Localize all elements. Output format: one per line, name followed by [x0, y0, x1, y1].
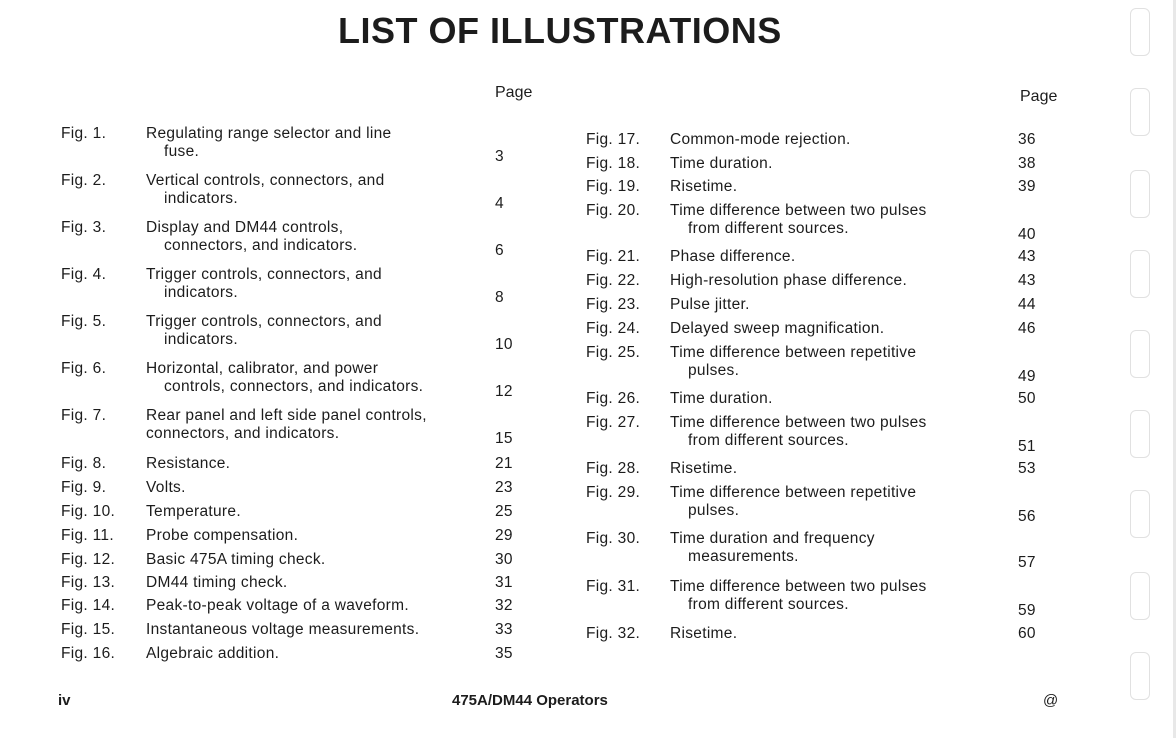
figure-description — [146, 219, 357, 255]
figure-description — [146, 479, 186, 497]
binder-hole — [1130, 410, 1150, 458]
figure-number: Fig. 12. — [61, 551, 116, 568]
figure-number: Fig. 1. — [61, 125, 107, 142]
figure-number: Fig. 31. — [586, 578, 641, 595]
figure-number: Fig. 8. — [61, 455, 107, 472]
description-line-2: fuse. — [164, 143, 200, 160]
figure-number: Fig. 24. — [586, 320, 641, 337]
figure-description — [146, 125, 391, 161]
figure-number: Fig. 11. — [61, 527, 114, 544]
page-number: 32 — [495, 597, 513, 614]
description-line-1: Vertical controls, connectors, and — [146, 172, 385, 189]
description-line-2: pulses. — [688, 502, 740, 519]
figure-number: Fig. 14. — [61, 597, 116, 614]
figure-description — [670, 296, 750, 314]
description-line-1: Time difference between two pulses — [670, 202, 927, 219]
figure-number: Fig. 27. — [586, 414, 641, 431]
description-line-1: Horizontal, calibrator, and power — [146, 360, 379, 377]
description-line-1: Time duration. — [670, 390, 773, 407]
figure-number: Fig. 25. — [586, 344, 641, 361]
figure-number: Fig. 4. — [61, 266, 107, 283]
figure-description — [146, 621, 419, 639]
page-number: 53 — [1018, 460, 1036, 477]
figure-description — [146, 313, 382, 349]
page-number: 50 — [1018, 390, 1036, 407]
figure-description — [146, 407, 427, 443]
figure-description — [146, 455, 230, 473]
figure-description — [670, 460, 737, 478]
page-number: 3 — [495, 148, 504, 165]
figure-number: Fig. 28. — [586, 460, 641, 477]
figure-description — [670, 248, 795, 266]
figure-description — [146, 266, 382, 302]
page-number: 23 — [495, 479, 513, 496]
description-line-2: connectors, and indicators. — [146, 425, 340, 442]
description-line-1: Peak-to-peak voltage of a waveform. — [146, 597, 409, 614]
figure-number: Fig. 7. — [61, 407, 107, 424]
page-number: 35 — [495, 645, 513, 662]
description-line-2: from different sources. — [688, 220, 849, 237]
figure-description — [670, 320, 884, 338]
page-number: 49 — [1018, 368, 1036, 385]
description-line-1: Temperature. — [146, 503, 241, 520]
page-number: 43 — [1018, 248, 1036, 265]
figure-description — [146, 645, 279, 663]
description-line-1: Pulse jitter. — [670, 296, 750, 313]
page-column-header-right: Page — [1020, 88, 1058, 105]
page-number: 4 — [495, 195, 504, 212]
figure-number: Fig. 21. — [586, 248, 641, 265]
page-number: 38 — [1018, 155, 1036, 172]
page-title: LIST OF ILLUSTRATIONS — [338, 10, 782, 51]
figure-description — [146, 503, 241, 521]
figure-number: Fig. 17. — [586, 131, 641, 148]
figure-description — [670, 530, 875, 566]
description-line-1: Time duration and frequency — [670, 530, 875, 547]
description-line-2: measurements. — [688, 548, 799, 565]
figure-description — [146, 574, 288, 592]
figure-description — [670, 202, 927, 238]
footer-page-number: iv — [58, 692, 71, 709]
footer-mark: @ — [1043, 692, 1059, 709]
description-line-1: High-resolution phase difference. — [670, 272, 908, 289]
figure-number: Fig. 19. — [586, 178, 641, 195]
description-line-1: Risetime. — [670, 625, 738, 642]
description-line-1: Common-mode rejection. — [670, 131, 851, 148]
figure-number: Fig. 5. — [61, 313, 107, 330]
figure-description — [146, 360, 423, 396]
figure-number: Fig. 9. — [61, 479, 107, 496]
page-number: 15 — [495, 430, 513, 447]
page-number: 40 — [1018, 226, 1036, 243]
description-line-1: Time difference between repetitive — [670, 344, 917, 361]
description-line-2: indicators. — [164, 331, 238, 348]
page-column-header-left: Page — [495, 84, 533, 101]
description-line-1: Resistance. — [146, 455, 231, 472]
page-number: 59 — [1018, 602, 1036, 619]
page-number: 29 — [495, 527, 513, 544]
footer-manual-title: 475A/DM44 Operators — [452, 692, 608, 709]
figure-number: Fig. 15. — [61, 621, 116, 638]
description-line-1: Phase difference. — [670, 248, 796, 265]
figure-description — [670, 178, 737, 196]
figure-number: Fig. 16. — [61, 645, 116, 662]
page-number: 21 — [495, 455, 513, 472]
binder-hole — [1130, 8, 1150, 56]
binder-hole — [1130, 88, 1150, 136]
figure-description — [670, 414, 927, 450]
figure-description — [146, 172, 385, 208]
description-line-2: indicators. — [164, 190, 238, 207]
figure-number: Fig. 13. — [61, 574, 116, 591]
description-line-2: connectors, and indicators. — [164, 237, 358, 254]
description-line-1: Display and DM44 controls, — [146, 219, 344, 236]
figure-description — [670, 344, 916, 380]
page-number: 30 — [495, 551, 513, 568]
figure-number: Fig. 10. — [61, 503, 116, 520]
description-line-1: Rear panel and left side panel controls, — [146, 407, 427, 424]
figure-number: Fig. 6. — [61, 360, 107, 377]
description-line-1: Delayed sweep magnification. — [670, 320, 885, 337]
description-line-2: from different sources. — [688, 596, 849, 613]
page-number: 43 — [1018, 272, 1036, 289]
description-line-2: controls, connectors, and indicators. — [164, 378, 424, 395]
figure-number: Fig. 3. — [61, 219, 107, 236]
page-number: 60 — [1018, 625, 1036, 642]
figure-number: Fig. 2. — [61, 172, 107, 189]
description-line-1: Instantaneous voltage measurements. — [146, 621, 420, 638]
description-line-1: Trigger controls, connectors, and — [146, 266, 382, 283]
description-line-1: DM44 timing check. — [146, 574, 288, 591]
binder-hole — [1130, 652, 1150, 700]
description-line-1: Volts. — [146, 479, 186, 496]
figure-description — [146, 597, 409, 615]
page-number: 10 — [495, 336, 513, 353]
description-line-1: Risetime. — [670, 460, 738, 477]
binder-hole — [1130, 330, 1150, 378]
page-number: 12 — [495, 383, 513, 400]
figure-number: Fig. 32. — [586, 625, 641, 642]
figure-description — [670, 272, 907, 290]
page-number: 51 — [1018, 438, 1036, 455]
figure-number: Fig. 23. — [586, 296, 641, 313]
figure-number: Fig. 18. — [586, 155, 641, 172]
figure-description — [146, 551, 326, 569]
binder-hole — [1130, 490, 1150, 538]
figure-description — [670, 578, 927, 614]
figure-description — [146, 527, 298, 545]
figure-number: Fig. 26. — [586, 390, 641, 407]
description-line-1: Time difference between repetitive — [670, 484, 917, 501]
description-line-1: Regulating range selector and line — [146, 125, 392, 142]
binder-hole — [1130, 572, 1150, 620]
figure-number: Fig. 30. — [586, 530, 641, 547]
page-number: 39 — [1018, 178, 1036, 195]
description-line-1: Probe compensation. — [146, 527, 299, 544]
binder-hole — [1130, 250, 1150, 298]
page-number: 44 — [1018, 296, 1036, 313]
figure-description — [670, 131, 851, 149]
description-line-1: Time difference between two pulses — [670, 578, 927, 595]
description-line-1: Risetime. — [670, 178, 738, 195]
description-line-1: Time difference between two pulses — [670, 414, 927, 431]
page-number: 25 — [495, 503, 513, 520]
description-line-2: from different sources. — [688, 432, 849, 449]
page-number: 46 — [1018, 320, 1036, 337]
page-number: 36 — [1018, 131, 1036, 148]
page-number: 56 — [1018, 508, 1036, 525]
description-line-1: Algebraic addition. — [146, 645, 280, 662]
figure-number: Fig. 20. — [586, 202, 641, 219]
page-number: 31 — [495, 574, 513, 591]
description-line-1: Time duration. — [670, 155, 773, 172]
figure-description — [670, 155, 773, 173]
figure-number: Fig. 22. — [586, 272, 641, 289]
figure-description — [670, 390, 773, 408]
page-number: 33 — [495, 621, 513, 638]
description-line-2: pulses. — [688, 362, 740, 379]
figure-description — [670, 625, 737, 643]
page-number: 57 — [1018, 554, 1036, 571]
binder-hole — [1130, 170, 1150, 218]
description-line-1: Basic 475A timing check. — [146, 551, 326, 568]
figure-description — [670, 484, 916, 520]
description-line-1: Trigger controls, connectors, and — [146, 313, 382, 330]
page-number: 6 — [495, 242, 504, 259]
figure-number: Fig. 29. — [586, 484, 641, 501]
description-line-2: indicators. — [164, 284, 238, 301]
page-number: 8 — [495, 289, 504, 306]
